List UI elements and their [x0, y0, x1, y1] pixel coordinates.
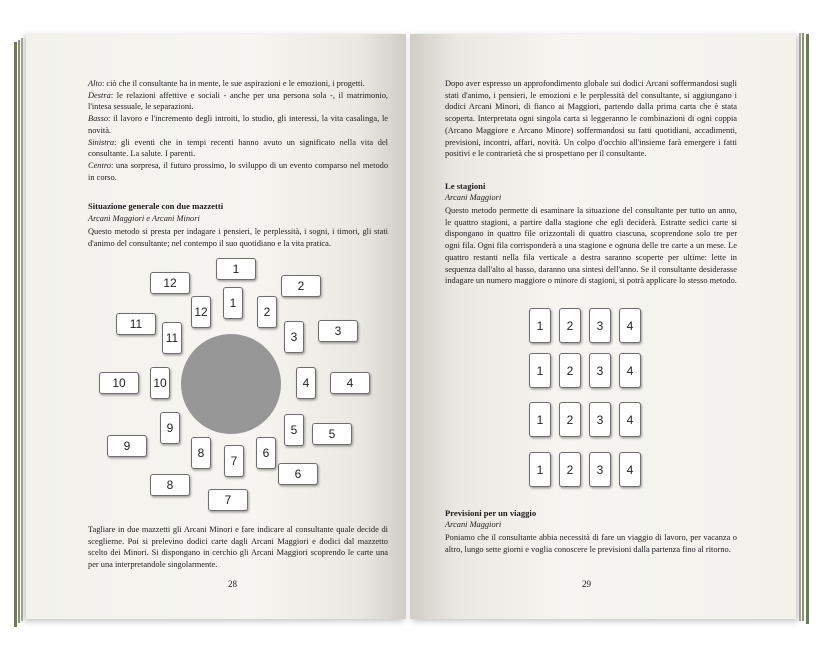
grid-card-r2-c3: 3: [589, 353, 611, 388]
intro-line-destra: Destra: le relazioni affettive e sociali - anche per una persona sola -, il matrimonio, l'intesa sessuale, le separazioni.: [88, 90, 389, 112]
section-title-viaggio: Previsioni per un viaggio: [445, 508, 537, 518]
page-number-left: 28: [228, 579, 237, 589]
section-text-viaggio: Poniamo che il consultante abbia necessità di fare un viaggio di lavoro, per vacanza o altro, lungo sette giorni e voglia conoscere le previsioni dalla partenza fino al ritorno.: [445, 533, 737, 554]
book-cover-edge-left-2: [18, 40, 20, 623]
grid-card-r1-c1: 1: [529, 308, 551, 343]
inner-card-1: 1: [223, 287, 243, 319]
grid-card-r3-c1: 1: [529, 402, 551, 437]
left-page: [26, 34, 406, 619]
grid-card-r3-c2: 2: [559, 402, 581, 437]
grid-card-r4-c4: 4: [619, 452, 641, 487]
section-text-situazione: Questo metodo si presta per indagare i pensieri, le perplessità, i sogni, i timori, gli stati d'animo del consultante; nel contempo il suo quotidiano e la vita pratica.: [88, 227, 388, 248]
section-title-stagioni: Le stagioni: [445, 181, 486, 191]
label-centro: Centro: [88, 160, 111, 170]
text-destra: le relazioni affettive e sociali - anche per una persona sola -, il matrimonio, l'intesa sessuale, le separazioni.: [88, 90, 389, 112]
grid-card-r4-c1: 1: [529, 452, 551, 487]
inner-card-11: 11: [162, 322, 182, 354]
label-destra: Destra: [88, 90, 111, 100]
grid-card-r2-c2: 2: [559, 353, 581, 388]
intro-definitions: [88, 78, 388, 183]
inner-card-6: 6: [256, 437, 276, 469]
inner-card-7: 7: [224, 445, 244, 477]
grid-card-r4-c2: 2: [559, 452, 581, 487]
grid-card-r3-c4: 4: [619, 402, 641, 437]
outer-card-1: 1: [216, 258, 256, 280]
label-alto: Alto: [88, 79, 102, 88]
intro-line-basso: Basso: il lavoro e l'incremento degli introiti, lo studio, gli interessi, la vita casalinga, le novità.: [88, 114, 388, 135]
inner-card-3: 3: [284, 321, 304, 353]
outer-card-10: 10: [99, 372, 139, 394]
grid-card-r1-c4: 4: [619, 308, 641, 343]
right-page: [410, 34, 796, 619]
page-number-right: 29: [582, 579, 591, 589]
outer-card-6: 6: [278, 463, 318, 485]
grid-card-r1-c3: 3: [589, 308, 611, 343]
grid-card-r1-c2: 2: [559, 308, 581, 343]
grid-card-r4-c3: 3: [589, 452, 611, 487]
outer-card-11: 11: [116, 313, 156, 335]
label-sinistra: Sinistra: [88, 137, 115, 147]
inner-card-10: 10: [150, 367, 170, 399]
outer-card-5: 5: [312, 423, 352, 445]
book-cover-edge-right: [806, 34, 809, 624]
inner-card-2: 2: [257, 296, 277, 328]
book-cover-edge-left: [14, 42, 17, 627]
inner-card-5: 5: [284, 414, 304, 446]
intro-text-right: Dopo aver espresso un approfondimento globale sui dodici Arcani soffermandosi sugli stati d'animo, i pensieri, le emozioni e le perplessità del consultante, si aggiungano i dodici Arcani Minori, di fianco ai Maggiori, partendo dalla prima carta che è stata scoperta. Interpretata ogni singola carta si leggeranno le combinazioni di ogni coppia (Arcano Maggiore e Arcano Minore) soffermandosi su fatti quotidiani, accadimenti, previsioni, incontri, affari, novità. Un colpo d'occhio all'insieme farà emergere i fatti positivi e le contrarietà che si prospettano per il consultante.: [445, 79, 737, 159]
book-cover-edge-right-2: [802, 33, 804, 621]
center-circle: [181, 334, 281, 434]
outer-card-4: 4: [330, 372, 370, 394]
text-centro: una sorpresa, il futuro prossimo, lo sviluppo di un evento comparso nel metodo in corso.: [88, 160, 389, 182]
section-subtitle-stagioni: Arcani Maggiori: [445, 193, 502, 202]
intro-line-centro: Centro: una sorpresa, il futuro prossimo, lo sviluppo di un evento comparso nel metodo in corso.: [88, 160, 389, 182]
book-cover-edge-right-3: [799, 33, 801, 621]
inner-card-4: 4: [296, 367, 316, 399]
section-subtitle-viaggio: Arcani Maggiori: [445, 520, 502, 529]
intro-line-sinistra: Sinistra: gli eventi che in tempi recenti hanno avuto un significato nella vita del consultante. La salute. I parenti.: [88, 137, 388, 159]
book-cover-edge-left-3: [21, 38, 23, 621]
text-basso: il lavoro e l'incremento degli introiti, lo studio, gli interessi, la vita casalinga, le novità.: [88, 114, 388, 135]
intro-line-alto: Alto: ciò che il consultante ha in mente, le sue aspirazioni e le emozioni, i progetti.: [88, 79, 365, 88]
inner-card-12: 12: [191, 296, 211, 328]
inner-card-8: 8: [191, 437, 211, 469]
outer-card-9: 9: [107, 435, 147, 457]
outer-card-2: 2: [281, 275, 321, 297]
bottom-text-left: Tagliare in due mazzetti gli Arcani Minori e fare indicare al consultante quale decide di sceglierne. Poi si prelevino dodici carte dagli Arcani Maggiori e dodici dal mazzetto scelto dei Minori. Si dispongano in cerchio gli Arcani Maggiori scoprendo le carte una per una interpretandole singolarmente.: [88, 525, 388, 570]
inner-card-9: 9: [160, 412, 180, 444]
outer-card-12: 12: [150, 272, 190, 294]
section-text-stagioni: Questo metodo permette di esaminare la situazione del consultante per tutto un anno, le quattro stagioni, a partire dalla stagione che egli deciderà. Estratte sedici carte si dispongano in quattro file orizzontali di quattro ciascuna, scoprendone solo tre per ogni fila. Ogni fila corrisponderà a una stagione e ognuna delle tre carte a un mese. Le quattro restanti nella fila verticale a destra saranno scoperte per ultime: lette in sequenza dall'alto al basso, daranno una sintesi dell'anno. Se il consultante desiderasse indagare un numero maggiore o minore di stagioni, si potrà applicare lo stesso metodo.: [445, 206, 737, 286]
grid-card-r2-c4: 4: [619, 353, 641, 388]
text-alto: ciò che il consultante ha in mente, le sue aspirazioni e le emozioni, i progetti.: [106, 79, 365, 88]
text-sinistra: gli eventi che in tempi recenti hanno avuto un significato nella vita del consultante. La salute. I parenti.: [88, 137, 388, 159]
outer-card-7: 7: [208, 489, 248, 511]
grid-card-r2-c1: 1: [529, 353, 551, 388]
section-subtitle-situazione: Arcani Maggiori e Arcani Minori: [88, 214, 200, 223]
outer-card-8: 8: [150, 474, 190, 496]
grid-card-r3-c3: 3: [589, 402, 611, 437]
label-basso: Basso: [88, 114, 109, 124]
section-title-situazione: Situazione generale con due mazzetti: [88, 201, 224, 211]
outer-card-3: 3: [318, 320, 358, 342]
